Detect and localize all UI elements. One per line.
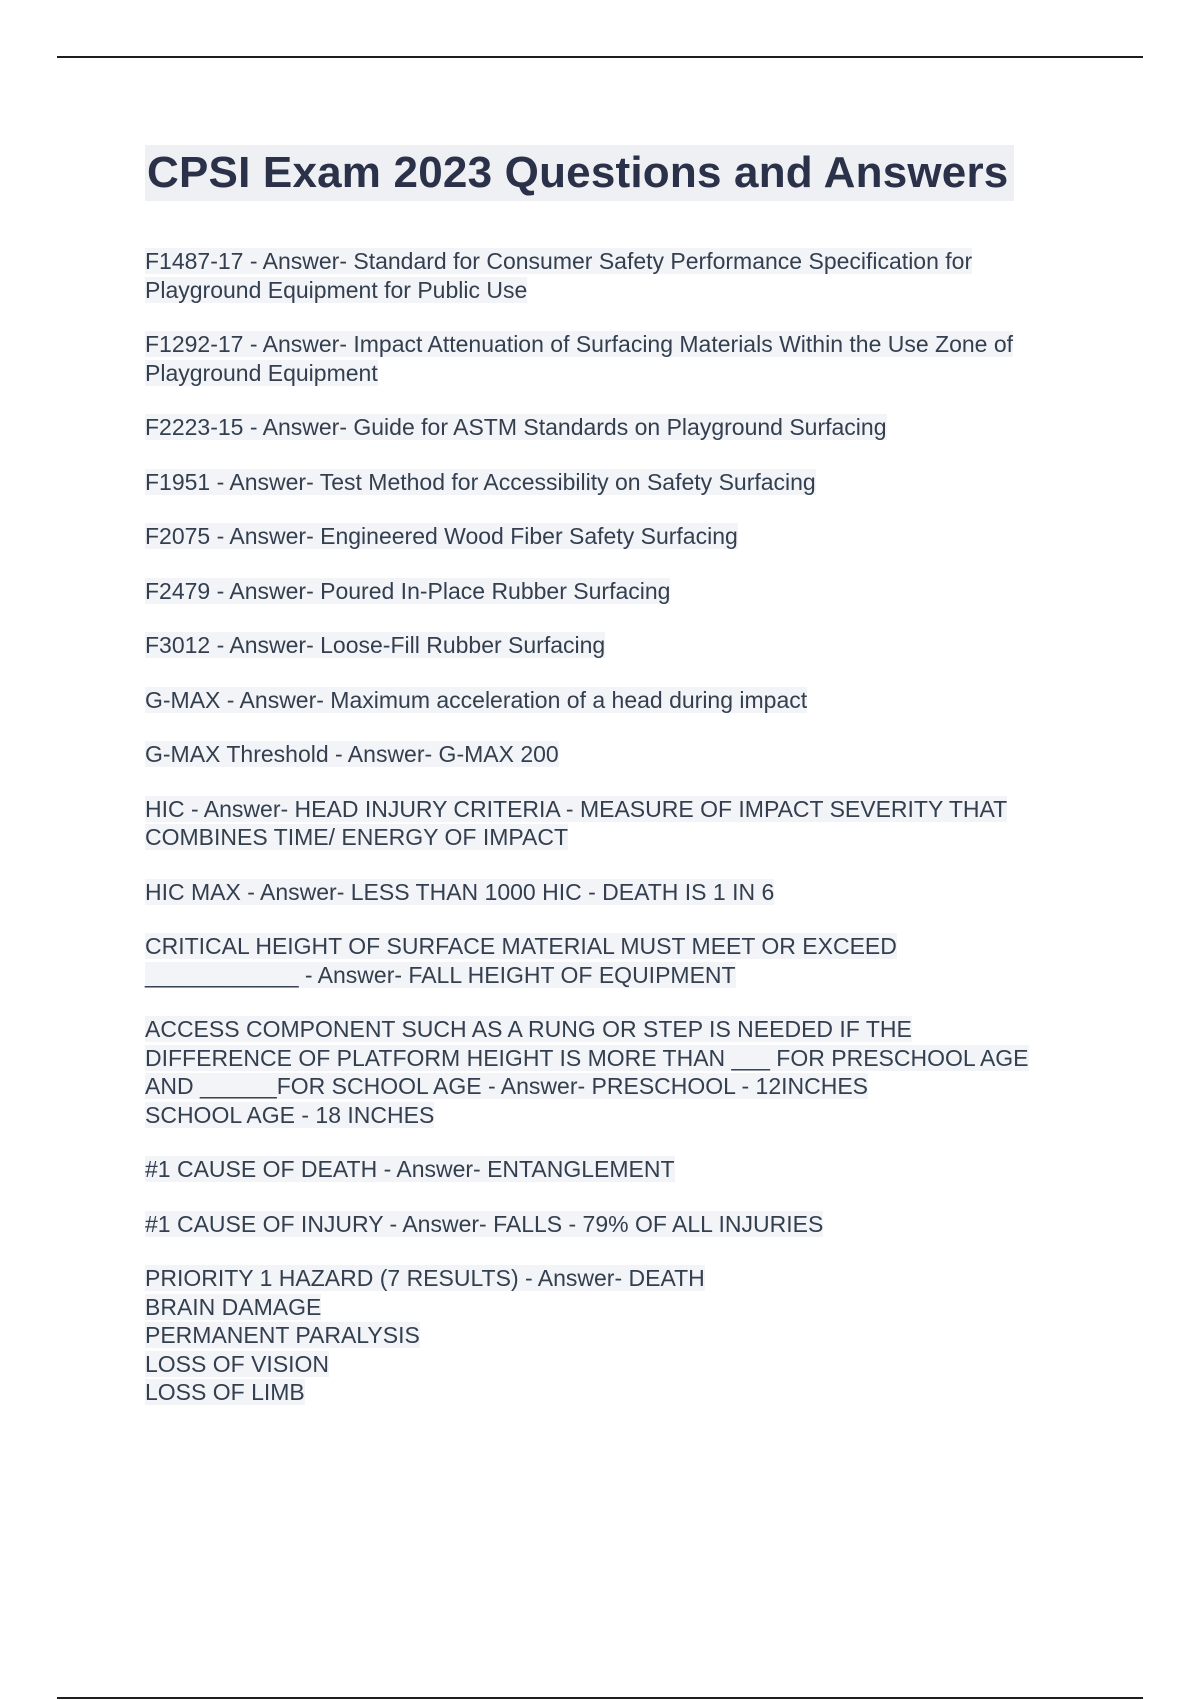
qa-line bbox=[145, 1044, 1100, 1073]
qa-item bbox=[145, 686, 1100, 715]
qa-text: #1 CAUSE OF DEATH - Answer- ENTANGLEMENT bbox=[145, 1156, 675, 1182]
top-rule bbox=[57, 56, 1143, 58]
qa-line bbox=[145, 1210, 1100, 1239]
qa-text: PERMANENT PARALYSIS bbox=[145, 1322, 420, 1348]
qa-line bbox=[145, 413, 1100, 442]
qa-text: COMBINES TIME/ ENERGY OF IMPACT bbox=[145, 824, 568, 850]
qa-item bbox=[145, 1210, 1100, 1239]
qa-list bbox=[145, 247, 1100, 1407]
bottom-rule bbox=[57, 1697, 1143, 1699]
qa-line bbox=[145, 1378, 1100, 1407]
qa-text: LOSS OF VISION bbox=[145, 1350, 330, 1377]
qa-line bbox=[145, 631, 1100, 660]
qa-item bbox=[145, 330, 1100, 387]
qa-line bbox=[145, 330, 1100, 359]
qa-item bbox=[145, 1015, 1100, 1129]
qa-item bbox=[145, 577, 1100, 606]
qa-item bbox=[145, 1264, 1100, 1407]
qa-text: BRAIN DAMAGE bbox=[145, 1293, 322, 1320]
qa-line bbox=[145, 577, 1100, 606]
qa-text: PRIORITY 1 HAZARD (7 RESULTS) - Answer- DEATH bbox=[145, 1265, 705, 1291]
qa-text: LOSS OF LIMB bbox=[145, 1379, 305, 1405]
qa-line bbox=[145, 1015, 1100, 1044]
qa-text: F1292-17 - Answer- Impact Attenuation of Surfacing Materials Within the Use Zone of bbox=[145, 331, 1014, 357]
qa-line bbox=[145, 740, 1100, 769]
qa-line bbox=[145, 276, 1100, 305]
qa-text: F2479 - Answer- Poured In-Place Rubber Surfacing bbox=[145, 577, 671, 604]
qa-line bbox=[145, 359, 1100, 388]
qa-text: G-MAX - Answer- Maximum acceleration of a head during impact bbox=[145, 686, 808, 713]
qa-text: AND ______FOR SCHOOL AGE - Answer- PRESCHOOL - 12INCHES bbox=[145, 1073, 869, 1099]
qa-item bbox=[145, 932, 1100, 989]
qa-text: Playground Equipment for Public Use bbox=[145, 276, 528, 303]
qa-item bbox=[145, 413, 1100, 442]
qa-line bbox=[145, 1155, 1100, 1184]
qa-line bbox=[145, 468, 1100, 497]
qa-text: F1487-17 - Answer- Standard for Consumer Safety Performance Specification for bbox=[145, 248, 973, 274]
qa-line bbox=[145, 247, 1100, 276]
qa-text: ____________ - Answer- FALL HEIGHT OF EQUIPMENT bbox=[145, 961, 736, 988]
qa-item bbox=[145, 247, 1100, 304]
qa-text: CRITICAL HEIGHT OF SURFACE MATERIAL MUST MEET OR EXCEED bbox=[145, 933, 897, 959]
qa-item bbox=[145, 740, 1100, 769]
qa-text: HIC - Answer- HEAD INJURY CRITERIA - MEASURE OF IMPACT SEVERITY THAT bbox=[145, 795, 1008, 822]
qa-text: F2075 - Answer- Engineered Wood Fiber Safety Surfacing bbox=[145, 523, 738, 549]
qa-line bbox=[145, 961, 1100, 990]
qa-line bbox=[145, 878, 1100, 907]
qa-text: G-MAX Threshold - Answer- G-MAX 200 bbox=[145, 741, 559, 767]
qa-item bbox=[145, 1155, 1100, 1184]
qa-line bbox=[145, 1072, 1100, 1101]
qa-text: F2223-15 - Answer- Guide for ASTM Standards on Playground Surfacing bbox=[145, 414, 887, 440]
qa-text: SCHOOL AGE - 18 INCHES bbox=[145, 1101, 435, 1128]
qa-line bbox=[145, 823, 1100, 852]
qa-item bbox=[145, 631, 1100, 660]
qa-item bbox=[145, 522, 1100, 551]
qa-line bbox=[145, 1101, 1100, 1130]
qa-line bbox=[145, 795, 1100, 824]
qa-line bbox=[145, 522, 1100, 551]
qa-line bbox=[145, 1264, 1100, 1293]
qa-line bbox=[145, 686, 1100, 715]
qa-text: #1 CAUSE OF INJURY - Answer- FALLS - 79% OF ALL INJURIES bbox=[145, 1210, 824, 1237]
qa-item bbox=[145, 878, 1100, 907]
qa-item bbox=[145, 795, 1100, 852]
qa-text: F1951 - Answer- Test Method for Accessibility on Safety Surfacing bbox=[145, 468, 816, 495]
qa-text: DIFFERENCE OF PLATFORM HEIGHT IS MORE THAN ___ FOR PRESCHOOL AGE bbox=[145, 1044, 1029, 1071]
qa-text: Playground Equipment bbox=[145, 359, 378, 386]
qa-text: HIC MAX - Answer- LESS THAN 1000 HIC - DEATH IS 1 IN 6 bbox=[145, 878, 775, 905]
document-body bbox=[145, 145, 1100, 1433]
qa-item bbox=[145, 468, 1100, 497]
qa-line bbox=[145, 1350, 1100, 1379]
qa-text: F3012 - Answer- Loose-Fill Rubber Surfacing bbox=[145, 632, 606, 658]
qa-line bbox=[145, 932, 1100, 961]
qa-line bbox=[145, 1293, 1100, 1322]
qa-text: ACCESS COMPONENT SUCH AS A RUNG OR STEP IS NEEDED IF THE bbox=[145, 1016, 912, 1042]
qa-line bbox=[145, 1321, 1100, 1350]
document-title: CPSI Exam 2023 Questions and Answers bbox=[145, 145, 1014, 201]
